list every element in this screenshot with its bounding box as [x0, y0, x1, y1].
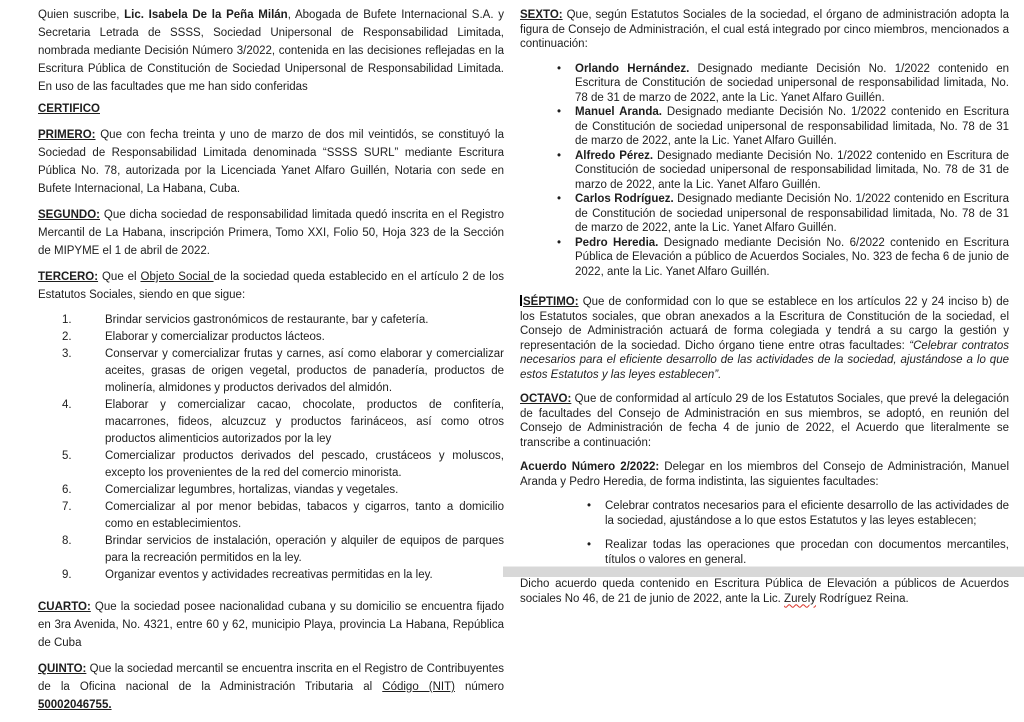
list-item-text: Comercializar al por menor bebidas, tabacos y cigarros, tanto a domicilio como en establecimientos.	[105, 501, 504, 530]
list-item	[38, 482, 504, 499]
text-segment: Designado mediante Decisión No. 1/2022 contenido en Escritura de Constitución de sociedad unipersonal de responsabilidad limitada, No. 78 de 31 de marzo de 2022, ante la Lic. Yanet Alfaro Guillén.	[575, 193, 1009, 234]
text-segment: Que de conformidad con lo que se establece en los artículos 22 y 24 inciso b) de los Estatutos sociales, que obran anexados a la Escritura de Constitución de la sociedad, el Consejo de Administración actuará de forma colegiada y tendrá a su cargo la gestión y representación de la sociedad. Dicho órgano tiene entre otras facultades:	[520, 296, 1009, 352]
list-item-text: Brindar servicios gastronómicos de restaurante, bar y cafetería.	[105, 314, 429, 326]
list-item	[38, 397, 504, 448]
bullet-item	[520, 538, 1009, 567]
text-segment: Designado mediante Decisión No. 6/2022 contenido en Escritura Pública de Elevación a público de Acuerdos Sociales, No. 323 de fecha 6 de junio de 2022, ante la Lic. Yanet Alfaro Guillén.	[575, 236, 1010, 278]
text-segment: SEGUNDO:	[38, 209, 100, 221]
certifico-heading: CERTIFICO	[38, 103, 100, 115]
text-segment: Quien suscribe,	[38, 9, 125, 21]
page-bottom-bar	[503, 566, 1024, 577]
text-segment: Zurely	[784, 592, 816, 605]
bullet-icon: •	[557, 193, 562, 205]
clause-cuarto[interactable]	[38, 598, 504, 652]
bullet-icon: •	[557, 106, 562, 118]
text-segment: Orlando Hernández.	[575, 62, 690, 75]
bullet-item-text	[575, 192, 1009, 236]
text-segment: QUINTO:	[38, 663, 87, 675]
text-segment: número	[454, 681, 504, 693]
list-item	[38, 346, 504, 397]
bullet-item-text	[605, 499, 1009, 528]
closing-paragraph[interactable]	[520, 577, 1009, 606]
list-number: 8.	[62, 535, 72, 547]
text-segment: CUARTO:	[38, 601, 91, 613]
text-segment: de la sociedad queda establecido en el artículo 2 de los Estatutos Sociales, siendo en que sigue:	[38, 271, 504, 301]
list-number: 9.	[62, 569, 72, 581]
text-segment: Designado mediante Decisión No. 1/2022 contenido en Escritura de Constitución de sociedad unipersonal de responsabilidad limitada, No. 78 de 31 de marzo de 2022, ante la Lic. Yanet Alfaro Guillén.	[575, 106, 1010, 147]
clause-tercero[interactable]	[38, 268, 504, 304]
text-segment: Que dicha sociedad de responsabilidad limitada quedó inscrita en el Registro Mercantil de La Habana, inscripción Primera, Tomo XXI, Folio 50, Hoja 323 de la Sección de MIPYME el 1 de abril de 2022.	[38, 209, 504, 257]
text-segment: , Abogada de Bufete Internacional S.A. y Secretaria Letrada de SSSS, Sociedad Unipersonal de Responsabilidad Limitada, nombrada mediante Decisión Número 3/2022, contenida en las decisiones reflejadas en la Escritura Pública de Constitución de Sociedad Unipersonal de Responsabilidad Limitada. En uso de las facultades que me han sido conferidas	[38, 9, 504, 93]
text-segment: Que con fecha treinta y uno de marzo de dos mil veintidós, se constituyó la Sociedad de Responsabilidad Limitada denominada “SSSS SURL” mediante Escritura Pública No. 78, autorizada por la Licenciada Yanet Alfaro Guillén, Notaria con sede en Bufete Internacional, La Habana, Cuba.	[38, 129, 504, 195]
text-segment: Carlos Rodríguez.	[575, 193, 674, 205]
clause-octavo[interactable]	[520, 392, 1009, 450]
text-segment: Manuel Aranda.	[575, 106, 662, 118]
list-item	[38, 533, 504, 567]
clause-septimo[interactable]	[520, 295, 1009, 382]
text-segment: TERCERO:	[38, 271, 99, 283]
text-segment: Pedro Heredia.	[575, 236, 659, 249]
text-segment: Que, según Estatutos Sociales de la sociedad, el órgano de administración adopta la figura de Consejo de Administración, el cual está integrado por cinco miembros, mencionados a continuación:	[520, 9, 1009, 50]
text-segment: Dicho acuerdo queda contenido en Escritura Pública de Elevación a públicos de Acuerdos sociales No 46, de 21 de junio de 2022, ante la Lic.	[520, 578, 1009, 605]
list-item	[38, 329, 504, 346]
text-cursor	[520, 295, 522, 306]
text-segment: Que de conformidad al artículo 29 de los Estatutos Sociales, que prevé la delegación de facultades del Consejo de Administración en sus miembros, se adoptó, en reunión del Consejo de Administración de fecha 4 de junio de 2022, el Acuerdo que literalmente se transcribe a continuación:	[520, 393, 1009, 449]
page-right[interactable]	[520, 8, 1009, 616]
bullet-icon: •	[557, 62, 562, 75]
list-item-text: Comercializar productos derivados del pescado, crustáceos y moluscos, excepto los provenientes de la red del comercio minorista.	[105, 450, 504, 479]
objeto-social-list[interactable]	[38, 312, 504, 584]
list-number: 2.	[62, 331, 72, 343]
text-segment: Que el	[98, 271, 141, 283]
bullet-item-text	[575, 149, 1009, 193]
list-number: 3.	[62, 348, 72, 360]
text-segment: Designado mediante Decisión No. 1/2022 contenido en Escritura de Constitución de sociedad unipersonal de responsabilidad limitada, No. 78 de 31 de marzo de 2022, ante la Lic. Yanet Alfaro Guillén.	[575, 149, 1009, 191]
list-item-text: Conservar y comercializar frutas y carnes, así como elaborar y comercializar aceites, grasas de origen vegetal, productos de panadería, productos de molinería, almidones y productos derivados del almidón.	[105, 348, 504, 394]
text-segment: OCTAVO:	[520, 393, 572, 405]
list-item-text: Organizar eventos y actividades recreativas permitidas en la ley.	[105, 569, 433, 581]
bullet-icon: •	[557, 236, 562, 249]
bullet-item-text	[605, 538, 1009, 567]
list-item	[38, 312, 504, 329]
intro-paragraph[interactable]	[38, 6, 504, 96]
bullet-item	[520, 62, 1009, 106]
text-segment: Lic. Isabela De la Peña Milán	[124, 9, 288, 21]
bullet-item	[520, 149, 1009, 193]
bullet-item	[520, 499, 1009, 528]
acuerdo-paragraph[interactable]	[520, 460, 1009, 489]
text-segment: Alfredo Pérez.	[575, 149, 654, 162]
text-segment: PRIMERO:	[38, 129, 96, 141]
list-number: 6.	[62, 484, 72, 496]
clause-quinto[interactable]	[38, 660, 504, 714]
delegated-powers-list[interactable]	[520, 499, 1009, 567]
text-segment: 50002046755.	[38, 699, 112, 711]
text-segment: Que la sociedad mercantil se encuentra inscrita en el Registro de Contribuyentes de la Oficina nacional de la Administración Tributaria al	[38, 663, 504, 693]
bullet-item	[520, 192, 1009, 236]
text-segment: Código (NIT)	[382, 681, 455, 693]
text-segment: “Celebrar contratos necesarios para el eficiente desarrollo de las actividades de la sociedad, ajustándose a lo que estos Estatutos y las leyes establecen”.	[520, 339, 1010, 381]
bullet-icon: •	[587, 539, 592, 551]
text-segment: Celebrar contratos necesarios para el eficiente desarrollo de las actividades de la sociedad, ajustándose a lo que estos Estatutos y las leyes establecen;	[605, 500, 1009, 527]
clause-segundo[interactable]	[38, 206, 504, 260]
list-number: 5.	[62, 450, 72, 462]
board-members-list[interactable]	[520, 62, 1009, 280]
list-item-text: Elaborar y comercializar productos lácteos.	[105, 331, 325, 343]
text-segment: Rodríguez Reina.	[816, 592, 909, 605]
text-segment: SEXTO:	[520, 9, 563, 21]
text-segment: Objeto Social	[140, 271, 214, 283]
bullet-icon: •	[557, 149, 562, 162]
bullet-item-text	[575, 62, 1009, 106]
list-item-text: Elaborar y comercializar cacao, chocolate, productos de confitería, macarrones, fideos, alcuzcuz y productos farináceos, así como otros productos alimenticios autorizados por la ley	[105, 399, 504, 445]
text-segment: Acuerdo Número 2/2022:	[520, 461, 660, 473]
list-item-text: Brindar servicios de instalación, operación y alquiler de equipos de parques para la recreación permitidos en la ley.	[105, 535, 504, 564]
list-item	[38, 499, 504, 533]
bullet-item	[520, 236, 1009, 280]
list-item	[38, 448, 504, 482]
bullet-icon: •	[587, 500, 592, 512]
bullet-item-text	[575, 236, 1009, 280]
list-number: 1.	[62, 314, 72, 326]
text-segment: SÉPTIMO:	[523, 296, 579, 308]
clause-primero[interactable]	[38, 126, 504, 198]
list-item-text: Comercializar legumbres, hortalizas, viandas y vegetales.	[105, 484, 399, 496]
list-number: 7.	[62, 501, 72, 513]
bullet-item-text	[575, 105, 1009, 149]
text-segment: Que la sociedad posee nacionalidad cubana y su domicilio se encuentra fijado en 3ra Avenida, No. 4321, entre 60 y 62, municipio Playa, provincia La Habana, República de Cuba	[38, 601, 504, 649]
text-segment: Realizar todas las operaciones que procedan con documentos mercantiles, títulos o valores en general.	[605, 539, 1009, 566]
list-number: 4.	[62, 399, 72, 411]
page-left[interactable]	[38, 6, 504, 722]
text-segment: Designado mediante Decisión No. 1/2022 contenido en Escritura de Constitución de sociedad unipersonal de responsabilidad limitada, No. 78 de 31 de marzo de 2022, ante la Lic. Yanet Alfaro Guillén.	[575, 62, 1009, 104]
text-segment: Delegar en los miembros del Consejo de Administración, Manuel Aranda y Pedro Heredia, de forma indistinta, las siguientes facultades:	[520, 461, 1009, 488]
clause-sexto[interactable]	[520, 8, 1009, 52]
bullet-item	[520, 105, 1009, 149]
